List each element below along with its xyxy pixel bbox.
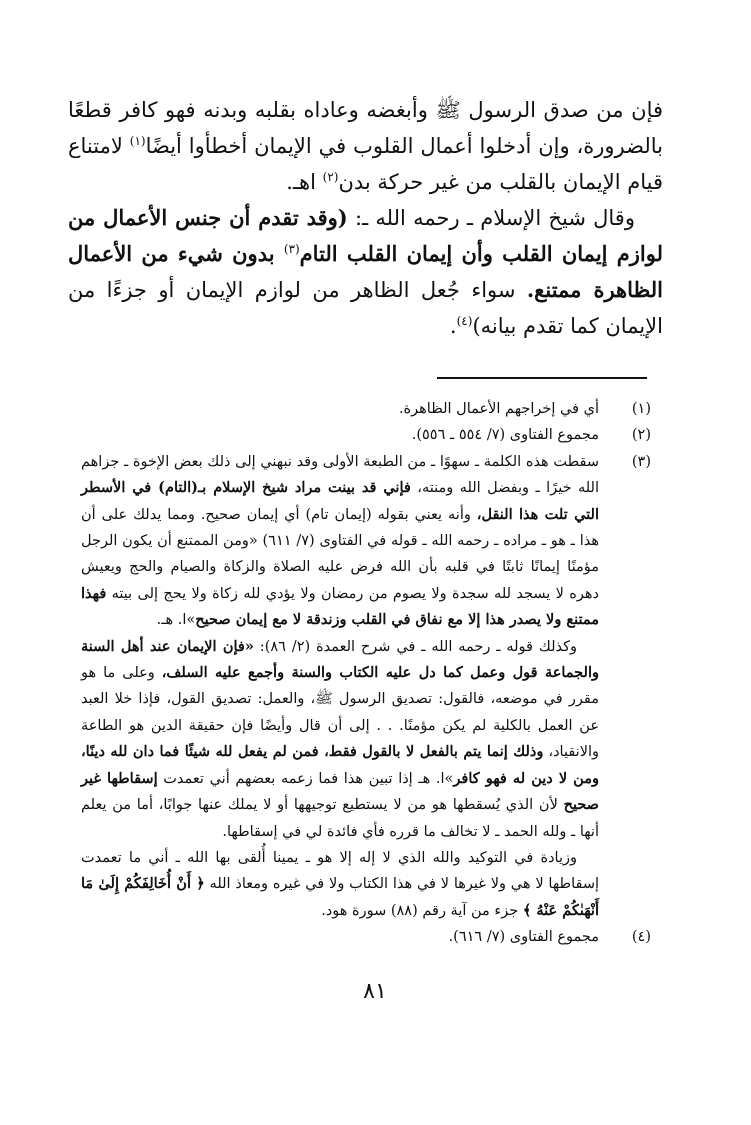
page-number: ٨١	[363, 979, 387, 1004]
text-run: وزيادة في التوكيد والله الذي لا إله إلا هو ـ يمينا أُلقى بها الله ـ أني ما تعمدت إسقاطها لا هي ولا غيرها لا في هذا الكتاب ولا في غيره ومعاذ الله	[81, 849, 599, 893]
text-run: لامتناع قيام الإيمان بالقلب من غير حركة بدن	[68, 134, 663, 194]
text-run: .	[449, 314, 457, 338]
footnote-2	[81, 422, 651, 448]
footnotes	[81, 396, 651, 951]
footnote-number: (١)	[631, 401, 651, 417]
footnote-marker: (٤)	[456, 314, 473, 328]
footnote-marker: (٣)	[283, 242, 300, 256]
bold-run: فإني قد بينت مراد شيخ الإسلام بـ(التام) في الأسطر التي تلت هذا النقل،	[81, 479, 599, 523]
footnote-text: أي في إخراجهم الأعمال الظاهرة.	[398, 401, 599, 417]
footnote-paragraph	[81, 449, 599, 634]
quote-bold: (وقد تقدم أن جنس الأعمال من لوازم إيمان القلب وأن إيمان القلب التام	[68, 205, 663, 266]
footnote-marker: (٢)	[322, 170, 339, 184]
quran-verse: ﴿ أَنْ أُخَالِفَكُمْ إِلَىٰ مَا أَنْهَىٰكُمْ عَنْهُ ﴾	[81, 875, 599, 919]
footnote-4	[81, 924, 651, 950]
text-run: فإن من صدق الرسول ﷺ وأبغضه وعاداه بقلبه وبدنه فهو كافر قطعًا بالضرورة، وإن أدخلوا أعمال القلوب في الإيمان أخطأوا أيضًا	[68, 98, 663, 158]
footnote-paragraph	[81, 845, 599, 924]
bold-run: وذلك إنما يتم بالفعل لا بالقول فقط، فمن لم يفعل لله شيئًا فما دان لله دينًا، ومن لا دين له فهو كافر	[81, 743, 599, 787]
footnote-separator	[437, 377, 647, 379]
text-run: وكذلك قوله ـ رحمه الله ـ في شرح العمدة (٢/ ٨٦):	[253, 638, 577, 655]
text-run: »ا. هـ إذا تبين هذا فما زعمه بعضهم أني تعمدت	[157, 770, 454, 787]
bold-run: «فإن الإيمان عند أهل السنة والجماعة قول وعمل كما دل عليه الكتاب والسنة وأجمع عليه السلف،	[81, 637, 599, 682]
footnote-1	[81, 396, 651, 422]
footnote-number: (٢)	[631, 427, 651, 444]
text-run: جزء من آية رقم (٨٨) سورة هود.	[321, 902, 523, 919]
footnote-text: مجموع الفتاوى (٧/ ٥٥٤ ـ ٥٥٦).	[411, 427, 599, 444]
main-paragraph-2	[68, 200, 663, 344]
text-run: وأنه يعني بقوله (إيمان تام) أي إيمان صحيح. ومما يدلك على أن هذا ـ هو ـ مراده ـ رحمه الله ـ قوله في الفتاوى (٧/ ٦١١) «ومن الممتنع أن يكون الرجل مؤمنًا إيمانًا ثابتًا في قلبه بأن الله فرض عليه الصلاة والزكاة والصيام والحج ويعيش دهره لا يسجد لله سجدة ولا يصوم من رمضان ولا يؤدي لله زكاة ولا يحج إلى بيته	[81, 506, 600, 602]
footnote-text: مجموع الفتاوى (٧/ ٦١٦).	[448, 929, 599, 946]
text-run: »ا. هـ.	[156, 612, 196, 629]
text-run: وقال شيخ الإسلام ـ رحمه الله ـ:	[347, 206, 635, 230]
main-paragraph-1	[68, 92, 663, 200]
text-run: سواء جُعل الظاهر من لوازم الإيمان أو جزءًا من الإيمان كما تقدم بيانه)	[68, 278, 663, 338]
text-run: لأن الذي يُسقطها هو من لا يستطيع توجيهها أو لا يملك عنها جوابًا، أما من يعلم أنها ـ ولله الحمد ـ لا تخالف ما قرره فأي فائدة لي في إسقاطها.	[81, 797, 599, 840]
footnote-paragraph	[81, 634, 599, 845]
footnote-number: (٤)	[631, 929, 651, 946]
footnote-3	[81, 449, 651, 924]
bold-run: إسقاطها غير صحيح	[81, 769, 599, 814]
text-run: وعلى ما هو مقرر في موضعه، فالقول: تصديق الرسول ﷺ، والعمل: تصديق القول، فإذا خلا العبد عن العمل بالكلية لم يكن مؤمنًا. . . إلى أن قال وأيضًا فإن حقيقة الدين هو الطاعة والانقياد،	[81, 665, 599, 761]
text-run: اهـ.	[286, 170, 323, 194]
footnote-marker: (١)	[129, 134, 146, 148]
quote-bold: بدون شيء من الأعمال الظاهرة ممتنع.	[68, 241, 663, 302]
text-run: سقطت هذه الكلمة ـ سهوًا ـ من الطبعة الأولى وقد نبهني إلى ذلك بعض الإخوة ـ جزاهم الله خيرًا ـ وبفضل الله ومنته،	[81, 453, 599, 497]
bold-run: فهذا ممتنع ولا يصدر هذا إلا مع نفاق في القلب وزندقة لا مع إيمان صحيح	[81, 584, 599, 629]
footnote-number: (٣)	[631, 453, 651, 470]
main-text	[68, 92, 663, 344]
